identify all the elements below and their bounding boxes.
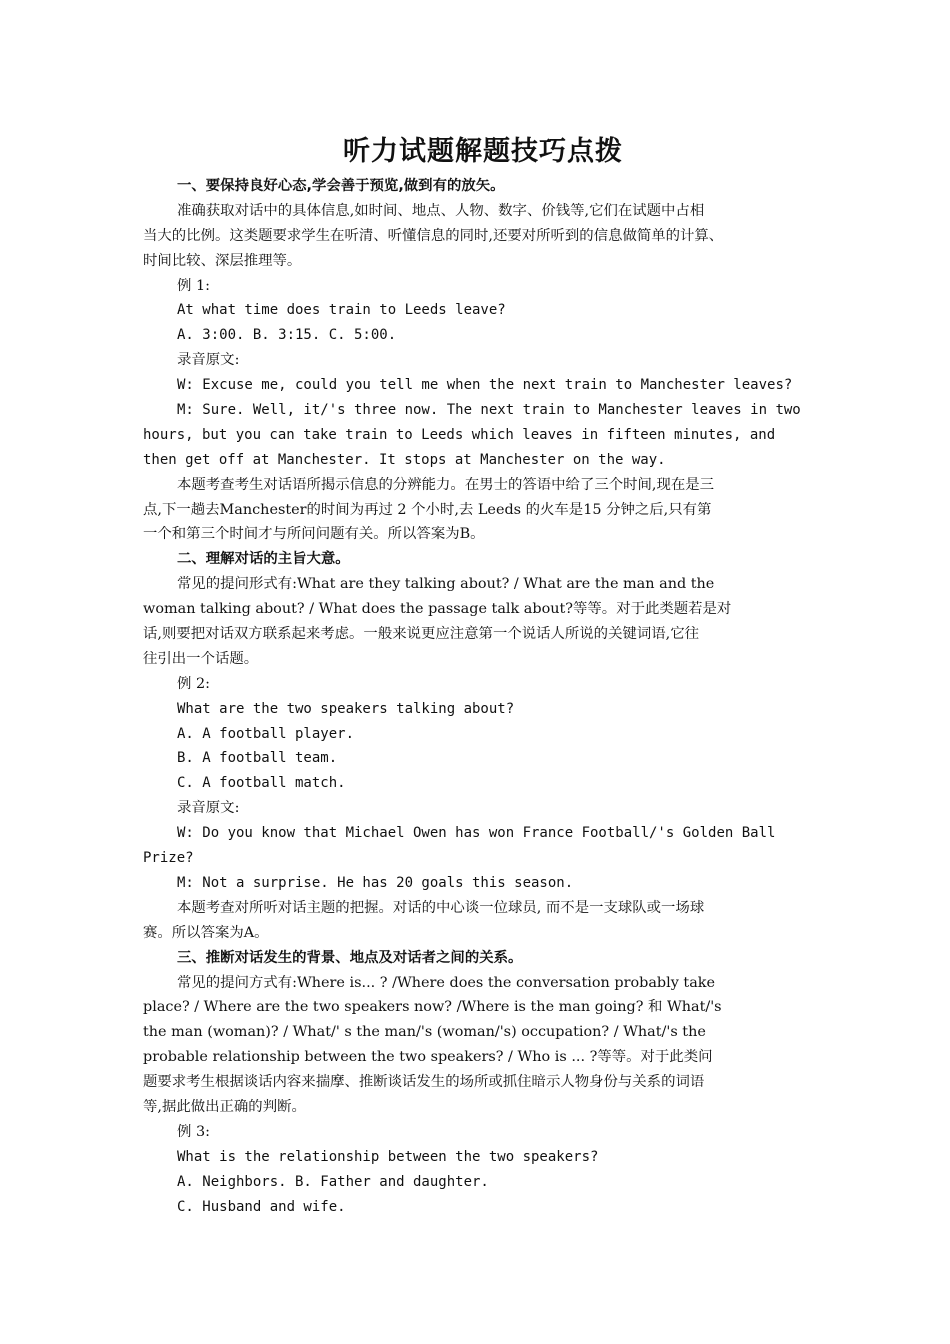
text-line: At what time does train to Leeds leave? xyxy=(177,302,506,319)
text-line: 录音原文: xyxy=(177,800,240,817)
text-line: 时间比较、深层推理等。 xyxy=(143,252,302,269)
document-title: 听力试题解题技巧点拨 xyxy=(343,136,623,167)
text-line: the man (woman)? / What/' s the man/'s (woman/'s) occupation? / What/'s the xyxy=(143,1024,706,1041)
text-line: 常见的提问方式有:Where is... ? /Where does the conversation probably take xyxy=(177,974,716,991)
section-heading: 三、推断对话发生的背景、地点及对话者之间的关系。 xyxy=(177,949,523,966)
text-line: A. Neighbors. B. Father and daughter. xyxy=(177,1173,489,1190)
text-line: 本题考查考生对话语所揭示信息的分辨能力。在男士的答语中给了三个时间,现在是三 xyxy=(177,476,715,493)
text-line: W: Excuse me, could you tell me when the next train to Manchester leaves? xyxy=(177,377,793,394)
text-line: probable relationship between the two speakers? / Who is ... ?等等。对于此类问 xyxy=(143,1049,713,1066)
text-line: M: Not a surprise. He has 20 goals this season. xyxy=(177,874,574,891)
text-line: hours, but you can take train to Leeds which leaves in fifteen minutes, and xyxy=(143,426,776,443)
text-line: 话,则要把对话双方联系起来考虑。一般来说更应注意第一个说话人所说的关键词语,它往 xyxy=(143,626,699,643)
section-heading: 二、理解对话的主旨大意。 xyxy=(177,551,350,568)
text-line: 例 2: xyxy=(177,675,210,692)
text-line: 例 1: xyxy=(177,277,210,294)
text-line: What are the two speakers talking about? xyxy=(177,700,515,717)
text-line: A. A football player. xyxy=(177,725,355,742)
text-line: 常见的提问形式有:What are they talking about? / What are the man and the xyxy=(177,576,715,593)
text-line: 往引出一个话题。 xyxy=(143,650,259,667)
text-line: B. A football team. xyxy=(177,750,338,767)
document-body xyxy=(143,174,823,1219)
text-line: 一个和第三个时间才与所问问题有关。所以答案为B。 xyxy=(143,526,485,543)
text-line: 赛。所以答案为A。 xyxy=(143,924,269,941)
text-line: 题要求考生根据谈话内容来揣摩、推断谈话发生的场所或抓住暗示人物身份与关系的词语 xyxy=(143,1074,705,1091)
document-page xyxy=(143,132,823,1219)
text-line: Prize? xyxy=(143,850,194,867)
text-line: 准确获取对话中的具体信息,如时间、地点、人物、数字、价钱等,它们在试题中占相 xyxy=(177,202,705,219)
text-line: 录音原文: xyxy=(177,352,240,369)
text-line: then get off at Manchester. It stops at Manchester on the way. xyxy=(143,451,666,468)
text-line: place? / Where are the two speakers now? /Where is the man going? 和 What/'s xyxy=(143,999,722,1016)
text-line: 等,据此做出正确的判断。 xyxy=(143,1098,306,1115)
text-line: 本题考查对所听对话主题的把握。对话的中心谈一位球员, 而不是一支球队或一场球 xyxy=(177,899,705,916)
text-line: C. A football match. xyxy=(177,775,346,792)
text-line: woman talking about? / What does the passage talk about?等等。对于此类题若是对 xyxy=(143,601,732,618)
text-line: What is the relationship between the two speakers? xyxy=(177,1148,599,1165)
text-line: C. Husband and wife. xyxy=(177,1198,346,1215)
text-line: 例 3: xyxy=(177,1123,210,1140)
text-line: W: Do you know that Michael Owen has won France Football/'s Golden Ball xyxy=(177,825,776,842)
text-line: 当大的比例。这类题要求学生在听清、听懂信息的同时,还要对所听到的信息做简单的计算、 xyxy=(143,227,724,244)
text-line: M: Sure. Well, it/'s three now. The next train to Manchester leaves in two xyxy=(177,402,801,419)
section-heading: 一、要保持良好心态,学会善于预览,做到有的放矢。 xyxy=(177,178,505,194)
text-line: 点,下一趟去Manchester的时间为再过 2 个小时,去 Leeds 的火车是15 分钟之后,只有第 xyxy=(143,501,712,518)
text-line: A. 3:00. B. 3:15. C. 5:00. xyxy=(177,327,397,344)
